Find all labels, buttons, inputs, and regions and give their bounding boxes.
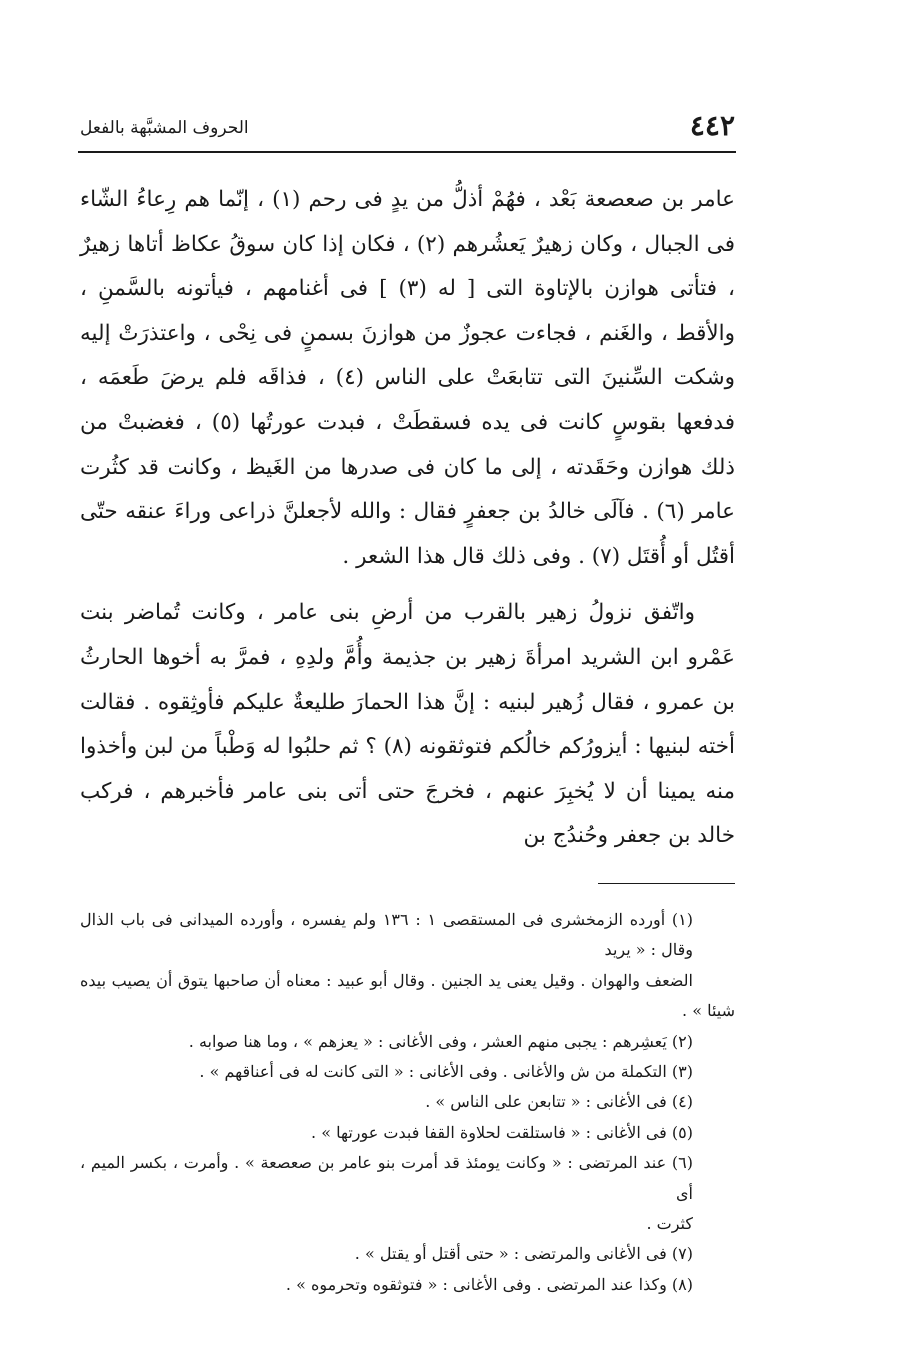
footnote-line: كثرت . xyxy=(646,1214,693,1234)
paragraph-1: عامر بن صعصعة بَعْد ، فهُمْ أذلُّ من يدٍ فى رحم (١) ، إنّما هم رِعاءُ الشّاء فى الجبال ، وكان زهيرٌ يَعشُرهم (٢) ، فكان إذا كان سوقُ عكاظ أتاها زهيرٌ ، فتأتى هوازن بالإتاوة التى [ له (٣) ] فى أغنامهم ، فيأتونه بالسَّمنِ ، والأقط ، والغَنم ، فجاءت عجوزٌ من هوازنَ بسمنٍ فى نِحْى ، واعتذرَتْ إليه وشكت السِّنينَ التى تتابعَتْ على الناس (٤) ، فذاقَه فلم يرضَ طَعمَه ، فدفعها بقوسٍ كانت فى يده فسقطَتْ ، فبدت عورتُها (٥) ، فغضبتْ من ذلك هوازن وحَقَدته ، إلى ما كان فى صدرها من الغَيظ ، وكانت قد كثُرت عامر (٦) . فآلَى خالدُ بن جعفرٍ فقال : والله لأجعلنَّ ذراعى وراءَ عنقه حتّى أقتُل أو أُقتَل (٧) . وفى ذلك قال هذا الشعر . xyxy=(80,187,735,569)
header-rule xyxy=(78,151,736,153)
footnote-line: (٤) فى الأغانى : « تتابعن على الناس » . xyxy=(425,1092,693,1112)
footnote-line: (٨) وكذا عند المرتضى . وفى الأغانى : « فتوثقوه وتحرموه » . xyxy=(285,1274,693,1294)
footnote-line: (٣) التكملة من ش والأغانى . وفى الأغانى : « التى كانت له فى أعناقهم » . xyxy=(199,1062,693,1082)
footnote-line: (١) أورده الزمخشرى فى المستقصى ١ : ١٣٦ ولم يفسره ، وأورده الميدانى فى باب الذال وقال : « يريد xyxy=(80,910,693,960)
footnote-line: (٧) فى الأغانى والمرتضى : « حتى أقتل أو يقتل » . xyxy=(354,1244,693,1264)
footnote-separator xyxy=(598,883,735,884)
footnote-line: (٢) يَعشِرهم : يجبى منهم العشر ، وفى الأغانى : « يعزهم » ، وما هنا صوابه . xyxy=(188,1031,693,1051)
paragraph-2: واتّفق نزولُ زهير بالقرب من أرضِ بنى عامر ، وكانت تُماضر بنت عَمْرو ابن الشريد امرأةَ زهير بن جذيمة وأُمَّ ولدِهِ ، فمرَّ به أخوها الحارثُ بن عمرو ، فقال زُهير لبنيه : إنَّ هذا الحمارَ طليعةٌ عليكم فأوثِقوه . فقالت أخته لبنيها : أيزورُكم خالُكم فتوثقونه (٨) ؟ ثم حلبُوا له وَطْباً من لبن وأخذوا منه يمينا أن لا يُخبِرَ عنهم ، فخرجَ حتى أتى بنى عامر فأخبرهم ، فركب خالد بن جعفر وحُندُج بن xyxy=(80,600,735,849)
page-number: ٤٤٢ xyxy=(689,109,735,142)
footnote-line: (٦) عند المرتضى : « وكانت يومئذ قد أمرت بنو عامر بن صعصعة » . وأمرت ، بكسر الميم ، أى xyxy=(80,1153,693,1203)
page-header xyxy=(80,108,735,148)
footnote-line: (٥) فى الأغانى : « فاستلقت لحلاوة القفا فبدت عورتها » . xyxy=(311,1122,693,1142)
footnotes xyxy=(80,905,735,1300)
running-title: الحروف المشبَّهة بالفعل xyxy=(80,118,249,138)
main-text xyxy=(80,178,735,859)
footnote-line: الضعف والهوان . وقيل يعنى يد الجنين . وقال أبو عبيد : معناه أن صاحبها يتوق أن يصيب بيده شيئا » . xyxy=(80,970,735,1021)
